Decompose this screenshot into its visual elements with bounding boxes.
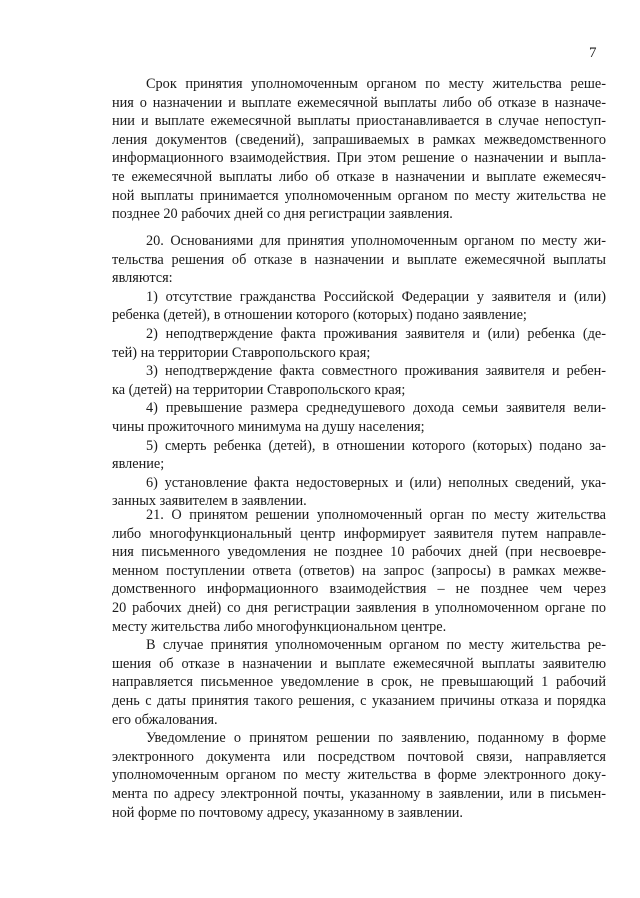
section-21-notification bbox=[112, 506, 606, 822]
text-line: ребенка (детей), в отношении которого (которых) подано заявление; bbox=[112, 307, 527, 324]
list-item-2: 2) неподтверждение факта проживания заявителя и (или) ребенка (де- bbox=[146, 325, 606, 342]
text-line: мента по адресу электронной почты, указанному в заявлении, или в письмен- bbox=[112, 785, 606, 802]
text-line: его обжалования. bbox=[112, 711, 218, 728]
section-20-grounds-for-refusal bbox=[112, 232, 606, 511]
list-item-3: 3) неподтверждение факта совместного проживания заявителя и ребен- bbox=[146, 363, 606, 380]
text-line: 20 рабочих дней) со дня регистрации заявления в уполномоченном органе по bbox=[112, 599, 606, 616]
text-line: день с даты принятия такого решения, с указанием причины отказа и порядка bbox=[112, 692, 606, 709]
text-line: электронного документа или посредством почтовой связи, направляется bbox=[112, 748, 606, 765]
text-line: ления документов (сведений), запрашиваемых в рамках межведомственного bbox=[112, 131, 606, 148]
text-line: Уведомление о принятом решении по заявлению, поданному в форме bbox=[146, 730, 606, 747]
text-line: В случае принятия уполномоченным органом по месту жительства ре- bbox=[146, 637, 606, 654]
text-line: 20. Основаниями для принятия уполномоченным органом по месту жи- bbox=[146, 233, 606, 249]
text-line: нии и выплате ежемесячной выплаты приостанавливается в случае непоступ- bbox=[112, 113, 606, 130]
list-item-1: 1) отсутствие гражданства Российской Федерации у заявителя и (или) bbox=[146, 288, 606, 305]
text-line: домственного информационного взаимодействия – не позднее чем через bbox=[112, 581, 606, 598]
page-number: 7 bbox=[589, 45, 597, 61]
text-line: ния письменного уведомления не позднее 10 рабочих дней (при несвоевре- bbox=[112, 544, 606, 561]
text-line: позднее 20 рабочих дней со дня регистрации заявления. bbox=[112, 206, 453, 223]
text-line: те ежемесячной выплаты либо об отказе в назначении и выплате ежемесяч- bbox=[112, 168, 606, 185]
text-line: тей) на территории Ставропольского края; bbox=[112, 344, 371, 361]
paragraph-deadline-suspension bbox=[112, 75, 606, 224]
text-line: 21. О принятом решении уполномоченный орган по месту жительства bbox=[146, 507, 606, 523]
text-line: ной выплаты принимается уполномоченным органом по месту жительства не bbox=[112, 187, 606, 204]
text-line: информационного взаимодействия. При этом решение о назначении и выпла- bbox=[112, 150, 606, 167]
text-line: направляется письменное уведомление в срок, не превышающий 1 рабочий bbox=[112, 674, 606, 691]
text-line: ной форме по почтовому адресу, указанному в заявлении. bbox=[112, 804, 463, 821]
list-item-5: 5) смерть ребенка (детей), в отношении которого (которых) подано за- bbox=[146, 437, 606, 454]
list-item-6: 6) установление факта недостоверных и (или) неполных сведений, ука- bbox=[146, 474, 606, 491]
text-line: занных заявителем в заявлении. bbox=[112, 493, 307, 510]
text-line: ка (детей) на территории Ставропольского края; bbox=[112, 381, 406, 398]
text-line: чины прожиточного минимума на душу населения; bbox=[112, 418, 425, 435]
text-line: Срок принятия уполномоченным органом по месту жительства реше- bbox=[146, 76, 606, 92]
text-line: уполномоченным органом по месту жительства в форме электронного доку- bbox=[112, 767, 606, 784]
text-line: явление; bbox=[112, 456, 165, 473]
text-line: шения об отказе в назначении и выплате ежемесячной выплаты заявителю bbox=[112, 655, 606, 672]
text-line: тельства решения об отказе в назначении и выплате ежемесячной выплаты bbox=[112, 251, 606, 268]
text-line: менном поступлении ответа (ответов) на запрос (запросы) в рамках межве- bbox=[112, 562, 606, 579]
text-line: ния о назначении и выплате ежемесячной выплаты либо об отказе в назначе- bbox=[112, 94, 606, 111]
text-line: являются: bbox=[112, 270, 173, 287]
list-item-4: 4) превышение размера среднедушевого дохода семьи заявителя вели- bbox=[146, 400, 606, 417]
text-line: либо многофункциональный центр информирует заявителя путем направле- bbox=[112, 525, 606, 542]
text-line: месту жительства либо многофункциональном центре. bbox=[112, 618, 447, 635]
